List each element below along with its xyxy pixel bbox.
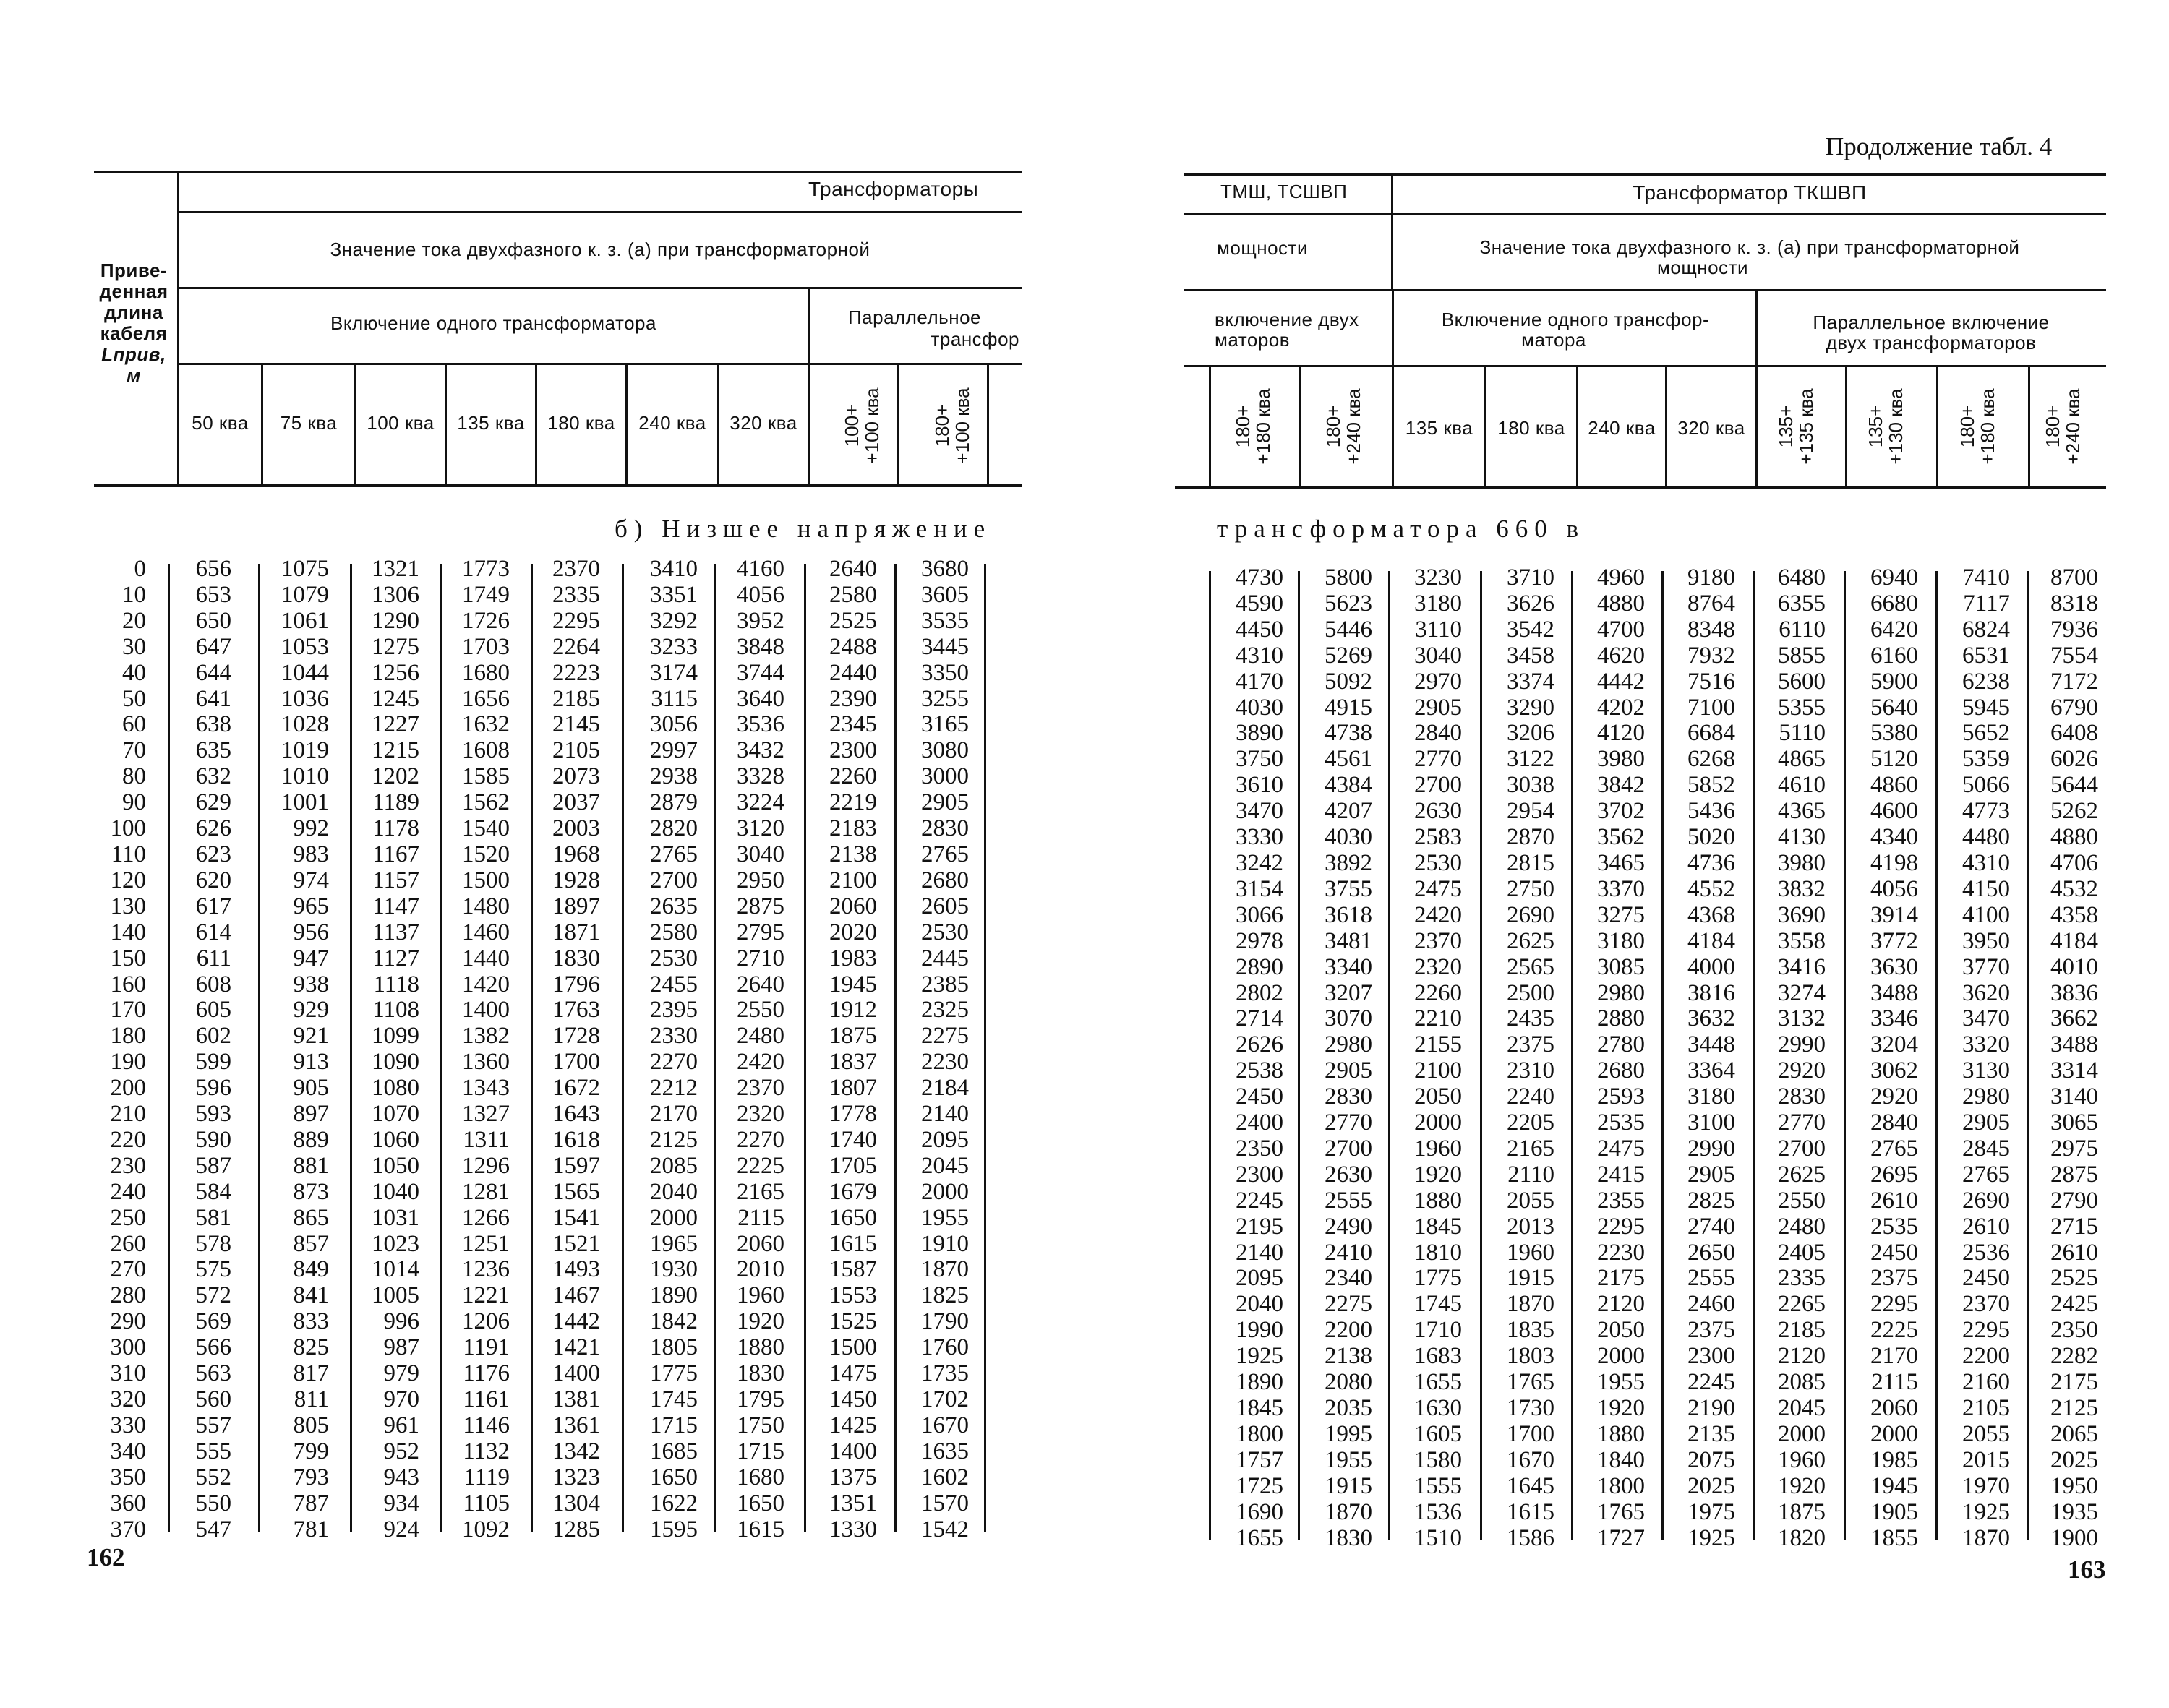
rule (897, 365, 899, 484)
col-header-vertical: 180+ +240 ква (2042, 388, 2084, 465)
data-column: 9180 8764 8348 7932 7516 7100 6684 6268 5852 5436 5020 4736 4552 4368 4184 4000 3816 3632 3448 3364 3180 3100 2990 2905 2825 2740 2650 2555 2460 2375 2300 2245 2190 2135 2075 2025 1975 1925 (1687, 565, 1735, 1551)
column-divider (531, 564, 533, 1532)
col-header-vertical: 180+ +180 ква (1232, 388, 1274, 465)
rule (1392, 291, 1394, 486)
header-single-line: матора (1521, 329, 1586, 351)
col-header: 180 ква (1497, 417, 1565, 439)
header-parallel-right (1758, 312, 2104, 353)
col-header-vertical: 180+ +100 ква (931, 387, 973, 464)
header-parallel (810, 306, 1019, 350)
header-value-left: мощности (1217, 237, 1308, 259)
col-header: 135 ква (457, 412, 525, 434)
data-column: 4730 4590 4450 4310 4170 4030 3890 3750 3610 3470 3330 3242 3154 3066 2978 2890 2802 2714 2626 2538 2450 2400 2350 2300 2245 2195 2140 2095 2040 1990 1925 1890 1845 1800 1757 1725 1690 1655 (1236, 565, 1283, 1551)
data-column: 6480 6355 6110 5855 5600 5355 5110 4865 4610 4365 4130 3980 3832 3690 3558 3416 3274 3132 2990 2920 2830 2770 2700 2625 2550 2480 2405 2335 2265 2185 2120 2085 2045 2000 1960 1920 1875 1820 (1778, 565, 1826, 1551)
header-top: Трансформаторы (808, 178, 979, 200)
column-divider (1753, 571, 1755, 1540)
col-header: 240 ква (1588, 417, 1656, 439)
column-divider (1480, 571, 1482, 1540)
header-incl-line: включение двух (1215, 309, 1359, 330)
rule (1755, 291, 1758, 486)
rule (177, 211, 1022, 213)
header-parallel-line: двух трансформаторов (1826, 332, 2037, 353)
rule (1184, 213, 2106, 215)
rule (1184, 173, 2106, 176)
data-column: 3230 3180 3110 3040 2970 2905 2840 2770 2700 2630 2583 2530 2475 2420 2370 2320 2260 2210 2155 2100 2050 2000 1960 1920 1880 1845 1810 1775 1745 1710 1683 1655 1630 1605 1580 1555 1536 1510 (1414, 565, 1462, 1551)
data-column: 3710 3626 3542 3458 3374 3290 3206 3122 3038 2954 2870 2815 2750 2690 2625 2565 2500 2435 2375 2310 2240 2205 2165 2110 2055 2013 1960 1915 1870 1835 1803 1765 1730 1700 1670 1645 1615 1586 (1507, 565, 1554, 1551)
header-single-line: Включение одного трансфор- (1441, 309, 1710, 330)
rule (1175, 486, 2106, 489)
column-divider (258, 564, 260, 1532)
lengths-column: 0 10 20 30 40 50 60 70 80 90 100 110 120 130 140 150 160 170 180 190 200 210 220 230 240 250 260 270 280 290 300 310 320 330 340 350 360 370 (110, 556, 146, 1542)
header-incl-left (1215, 309, 1359, 350)
column-divider (984, 564, 986, 1532)
col-header: 100 ква (367, 412, 435, 434)
row-header-line: длина (104, 301, 163, 323)
rule (177, 287, 1022, 289)
col-header: 240 ква (638, 412, 706, 434)
data-column: 8700 8318 7936 7554 7172 6790 6408 6026 5644 5262 4880 4706 4532 4358 4184 4010 3836 3662 3488 3314 3140 3065 2975 2875 2790 2715 2610 2525 2425 2350 2282 2175 2125 2065 2025 1950 1935 1900 (2050, 565, 2098, 1551)
col-header: 180 ква (547, 412, 615, 434)
data-column: 4160 4056 3952 3848 3744 3640 3536 3432 3328 3224 3120 3040 2950 2875 2795 2710 2640 2550 2480 2420 2370 2320 2270 2225 2165 2115 2060 2010 1960 1920 1880 1830 1795 1750 1715 1680 1650 1615 (737, 556, 784, 1542)
column-divider (1209, 571, 1211, 1540)
page-number-left: 162 (87, 1543, 125, 1571)
col-header-vertical: 100+ +100 ква (841, 387, 883, 464)
col-header-vertical: 180+ +240 ква (1322, 388, 1364, 465)
col-header: 320 ква (730, 412, 797, 434)
column-divider (350, 564, 352, 1532)
header-top-left: ТМШ, ТСШВП (1220, 181, 1348, 202)
col-header: 320 ква (1677, 417, 1745, 439)
row-header (90, 260, 177, 386)
header-parallel-line: Параллельное (847, 306, 981, 328)
continuation-title: Продолжение табл. 4 (1826, 132, 2053, 160)
column-divider (168, 564, 170, 1532)
section-title-left: б) Низшее напряжение (615, 515, 992, 543)
rule (1936, 367, 1938, 486)
row-header-line: денная (99, 280, 168, 302)
col-header-vertical: 180+ +180 ква (1956, 388, 1998, 465)
header-top-right: Трансформатор ТКШВП (1633, 181, 1867, 204)
rule (1299, 367, 1301, 486)
header-single-right (1395, 309, 1755, 350)
data-column: 6940 6680 6420 6160 5900 5640 5380 5120 4860 4600 4340 4198 4056 3914 3772 3630 3488 3346 3204 3062 2920 2840 2765 2695 2610 2535 2450 2375 2295 2225 2170 2115 2060 2000 1985 1945 1905 1855 (1870, 565, 1918, 1551)
data-column: 7410 7117 6824 6531 6238 5945 5652 5359 5066 4773 4480 4310 4150 4100 3950 3770 3620 3470 3320 3130 2980 2905 2845 2765 2690 2610 2536 2450 2370 2295 2200 2160 2105 2055 2015 1970 1925 1870 (1962, 565, 2010, 1551)
rule (1184, 289, 2106, 291)
column-divider (714, 564, 716, 1532)
column-divider (894, 564, 897, 1532)
header-value: Значение тока двухфазного к. з. (а) при трансформаторной (330, 239, 870, 260)
rule (1209, 367, 1211, 486)
header-incl-line: маторов (1215, 329, 1291, 351)
header-parallel-line: трансфор (931, 328, 1019, 350)
row-header-line: Приве- (100, 259, 168, 281)
data-column: 3680 3605 3535 3445 3350 3255 3165 3080 3000 2905 2830 2765 2680 2605 2530 2445 2385 2325 2275 2230 2184 2140 2095 2045 2000 1955 1910 1870 1825 1790 1760 1735 1702 1670 1635 1602 1570 1542 (921, 556, 969, 1542)
data-column: 1075 1079 1061 1053 1044 1036 1028 1019 1010 1001 992 983 974 965 956 947 938 929 921 913 905 897 889 881 873 865 857 849 841 833 825 817 811 805 799 793 787 781 (281, 556, 329, 1542)
data-column: 3410 3351 3292 3233 3174 3115 3056 2997 2938 2879 2820 2765 2700 2635 2580 2530 2455 2395 2330 2270 2212 2170 2125 2085 2040 2000 1965 1930 1890 1842 1805 1775 1745 1715 1685 1650 1622 1595 (650, 556, 698, 1542)
rule (177, 363, 1022, 365)
header-value-line: мощности (1657, 257, 1748, 278)
column-divider (1388, 571, 1390, 1540)
data-column: 5800 5623 5446 5269 5092 4915 4738 4561 4384 4207 4030 3892 3755 3618 3481 3340 3207 3070 2980 2905 2830 2770 2700 2630 2555 2490 2410 2340 2275 2200 2138 2080 2035 1995 1955 1915 1870 1830 (1325, 565, 1372, 1551)
data-column: 1321 1306 1290 1275 1256 1245 1227 1215 1202 1189 1178 1167 1157 1147 1137 1127 1118 1108 1099 1090 1080 1070 1060 1050 1040 1031 1023 1014 1005 996 987 979 970 961 952 943 934 924 (372, 556, 419, 1542)
column-divider (1661, 571, 1664, 1540)
rule (94, 484, 1022, 487)
column-divider (2027, 571, 2029, 1540)
rule (1184, 365, 2106, 367)
header-value-line: Значение тока двухфазного к. з. (а) при трансформаторной (1479, 236, 2020, 258)
rule (1845, 367, 1847, 486)
row-header-line: Lприв, (101, 343, 166, 365)
column-divider (804, 564, 806, 1532)
column-divider (440, 564, 442, 1532)
header-value-right (1395, 237, 2104, 278)
header-parallel-line: Параллельное включение (1813, 312, 2050, 333)
page-number-right: 163 (2068, 1555, 2106, 1584)
rule (94, 171, 1022, 173)
row-header-line: кабеля (100, 322, 168, 344)
col-header-vertical: 135+ +130 ква (1865, 388, 1907, 465)
data-column: 2640 2580 2525 2488 2440 2390 2345 2300 2260 2219 2183 2138 2100 2060 2020 1983 1945 1912 1875 1837 1807 1778 1740 1705 1679 1650 1615 1587 1553 1525 1500 1475 1450 1425 1400 1375 1351 1330 (829, 556, 877, 1542)
col-header: 135 ква (1405, 417, 1473, 439)
column-divider (1571, 571, 1573, 1540)
column-divider (1844, 571, 1846, 1540)
row-header-line: м (127, 364, 141, 386)
data-column: 2370 2335 2295 2264 2223 2185 2145 2105 2073 2037 2003 1968 1928 1897 1871 1830 1796 1763 1728 1700 1672 1643 1618 1597 1565 1541 1521 1493 1467 1442 1421 1400 1381 1361 1342 1323 1304 1285 (552, 556, 600, 1542)
rule (987, 365, 989, 484)
rule (177, 171, 179, 484)
column-divider (622, 564, 624, 1532)
rule (2028, 367, 2030, 486)
data-column: 656 653 650 647 644 641 638 635 632 629 626 623 620 617 614 611 608 605 602 599 596 593 590 587 584 581 578 575 572 569 566 563 560 557 555 552 550 547 (195, 556, 231, 1542)
col-header: 75 ква (280, 412, 338, 434)
column-divider (1298, 571, 1300, 1540)
section-title-right: трансформатора 660 в (1217, 515, 1586, 543)
col-header: 50 ква (192, 412, 249, 434)
data-column: 4960 4880 4700 4620 4442 4202 4120 3980 3842 3702 3562 3465 3370 3275 3180 3085 2980 2880 2780 2680 2593 2535 2475 2415 2355 2295 2230 2175 2120 2050 2000 1955 1920 1880 1840 1800 1765 1727 (1597, 565, 1645, 1551)
data-column: 1773 1749 1726 1703 1680 1656 1632 1608 1585 1562 1540 1520 1500 1480 1460 1440 1420 1400 1382 1360 1343 1327 1311 1296 1281 1266 1251 1236 1221 1206 1191 1176 1161 1146 1132 1119 1105 1092 (462, 556, 510, 1542)
column-divider (1935, 571, 1938, 1540)
header-single: Включение одного трансформатора (330, 312, 656, 334)
col-header-vertical: 135+ +135 ква (1775, 388, 1817, 465)
